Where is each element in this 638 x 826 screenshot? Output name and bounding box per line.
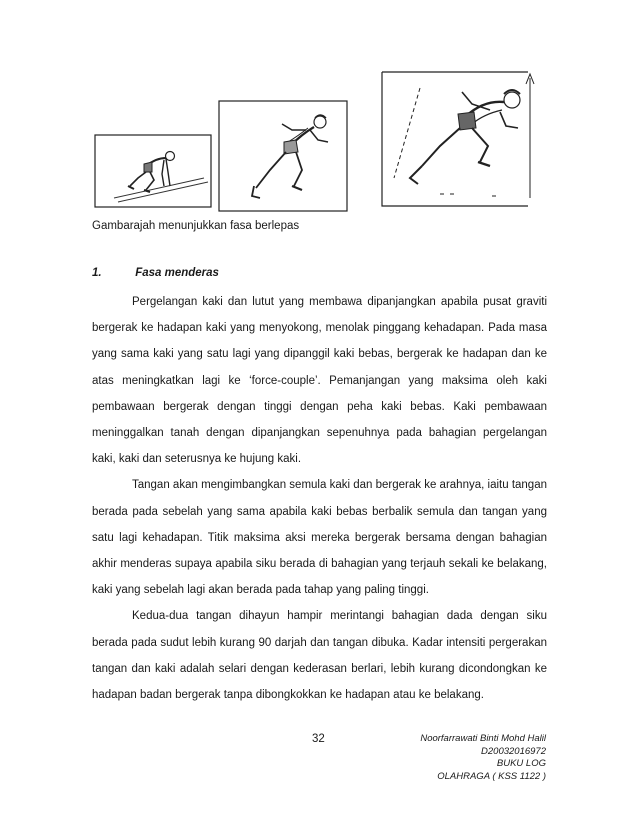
- sprint-start-figure-drive-phase: [380, 70, 550, 210]
- footer-author: Noorfarrawati Binti Mohd Halil: [420, 733, 546, 744]
- figure-caption: Gambarajah menunjukkan fasa berlepas: [92, 220, 300, 232]
- paragraph: Tangan akan mengimbangkan semula kaki dan bergerak ke arahnya, iaitu tangan berada pada sebelah yang sama apabila kaki bebas berbalik semula dan tangan yang satu lagi kehadapan. Titik maksima aksi mereka bergerak bersama dengan bahagian akhir menderas supaya apabila siku berada di bahagian yang terjauh sekali ke belakang, kaki yang sebelah lagi akan berada pada tahap yang paling tinggi.: [92, 479, 547, 597]
- paragraph: Kedua-dua tangan dihayun hampir merintangi bahagian dada dengan siku berada pada sudut lebih kurang 90 darjah dan tangan dibuka. Kadar intensiti pergerakan tangan dan kaki adalah selari dengan kederasan berlari, lebih kurang dicondongkan ke hadapan badan bergerak tanpa dibongkokkan ke hadapan atau ke belakang.: [92, 610, 547, 702]
- footer-course: OLAHRAGA ( KSS 1122 ): [437, 770, 546, 782]
- paragraph: Pergelangan kaki dan lutut yang membawa dipanjangkan apabila pusat graviti bergerak ke hadapan kaki yang menyokong, menolak pinggang kehadapan. Pada masa yang sama kaki yang satu lagi yang dipanggil kaki bebas, bergerak ke hadapan dan ke atas meningkatkan lagi ke ‘force-couple’. Pemanjangan yang maksima oleh kaki pembawaan bergerak dengan tinggi dengan peha kaki bebas. Kaki pembawaan meninggalkan tanah dengan dipanjangkan sepenuhnya pada bahagian pergelangan kaki, kaki dan seterusnya ke hujung kaki.: [92, 296, 547, 466]
- figure-area: [90, 70, 560, 220]
- footer-document: BUKU LOG: [496, 758, 546, 769]
- footer-student-id: D20032016972: [481, 745, 546, 757]
- sprint-start-figure-push-off: [218, 100, 348, 212]
- section-number: 1.: [92, 267, 102, 279]
- sprint-start-figure-crouch: [94, 134, 212, 208]
- footer-info: [420, 733, 546, 783]
- section-title: Fasa menderas: [135, 267, 219, 279]
- section-heading: [92, 266, 219, 280]
- page-number: 32: [312, 733, 325, 745]
- body-text: [92, 289, 547, 708]
